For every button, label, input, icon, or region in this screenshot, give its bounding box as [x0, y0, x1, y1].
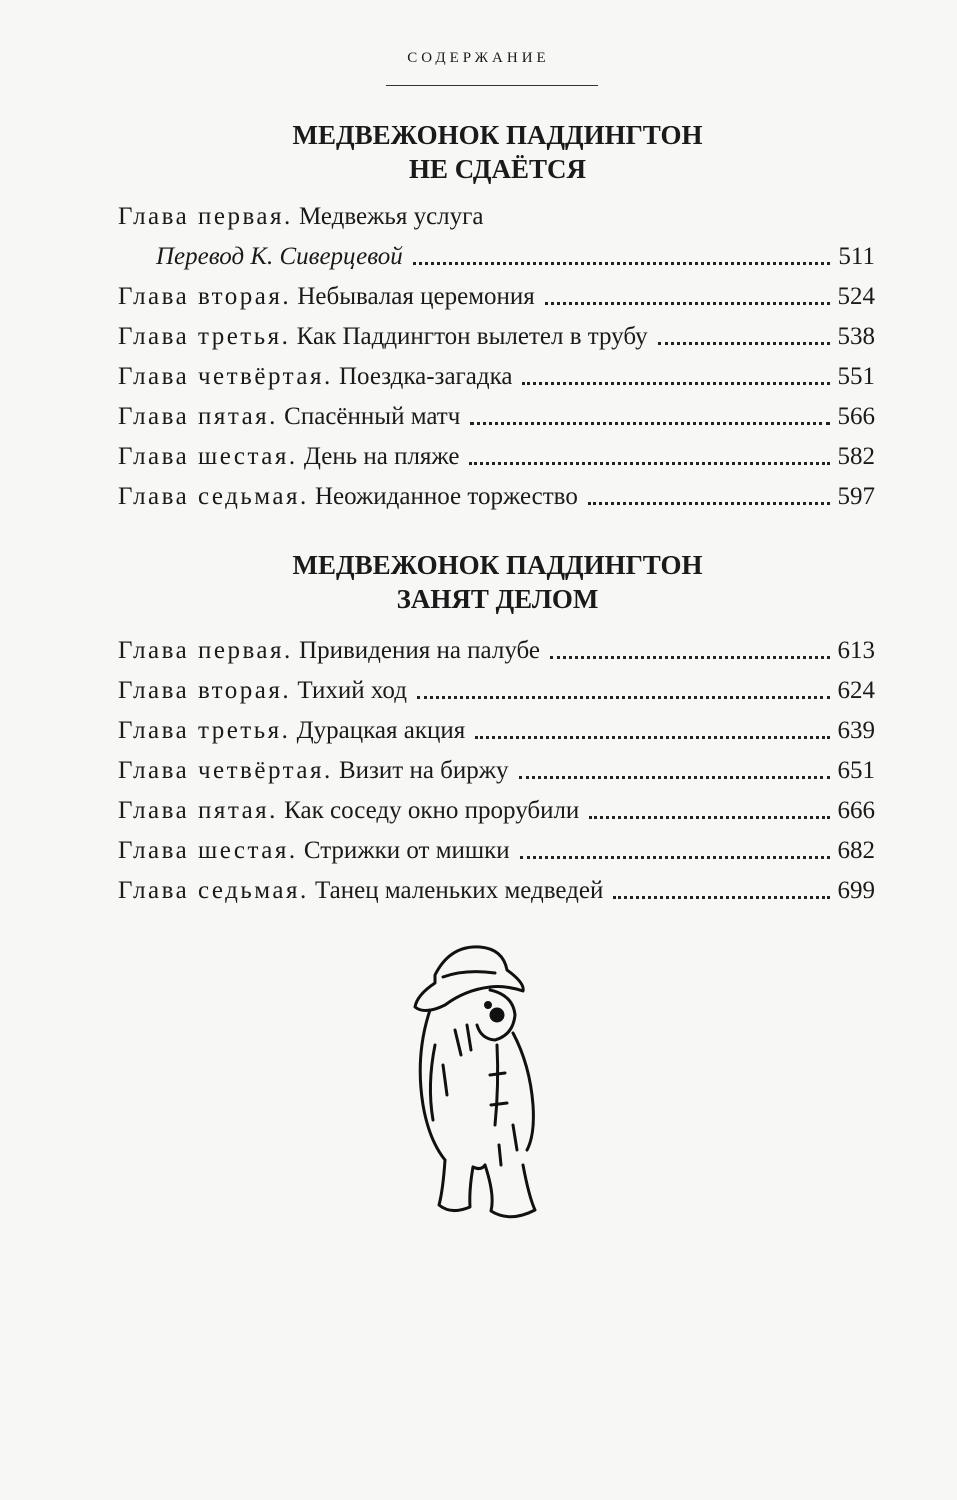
leader-dots [469, 462, 829, 465]
chapter-title: День на пляже [303, 443, 460, 470]
chapter-title: Визит на биржу [338, 757, 509, 784]
leader-dots [413, 262, 831, 265]
leader-dots [520, 856, 830, 859]
toc-entry[interactable] [118, 356, 875, 392]
chapter-title: Медвежья услуга [299, 203, 484, 230]
toc-entry[interactable] [118, 196, 875, 232]
page-number: 639 [837, 717, 875, 744]
chapter-number: Глава пятая. [118, 403, 278, 430]
toc-entry[interactable] [118, 710, 875, 746]
page-number: 538 [837, 323, 875, 350]
chapter-title: Спасённый матч [284, 403, 461, 430]
running-head: СОДЕРЖАНИЕ [407, 50, 550, 66]
chapter-title: Неожиданное торжество [315, 483, 578, 510]
chapter-title: Тихий ход [297, 677, 407, 704]
toc-entry[interactable] [118, 630, 875, 666]
chapter-title: Как Паддингтон вылетел в трубу [296, 323, 648, 350]
leader-dots [522, 382, 829, 385]
chapter-title: Как соседу окно прорубили [284, 797, 580, 824]
chapter-title: Небывалая церемония [297, 283, 535, 310]
toc-entry[interactable] [118, 436, 875, 472]
chapter-number: Глава вторая. [118, 677, 292, 704]
section-1-title-line2: НЕ СДАЁТСЯ [408, 154, 586, 184]
leader-dots [417, 696, 830, 699]
header-rule [386, 85, 598, 86]
chapter-title: Поездка-загадка [338, 363, 513, 390]
chapter-title: Дурацкая акция [296, 717, 466, 744]
chapter-number: Глава первая. [118, 203, 293, 230]
chapter-number: Глава четвёртая. [118, 757, 333, 784]
leader-dots [545, 302, 830, 305]
page-number: 666 [837, 797, 875, 824]
chapter-number: Глава первая. [118, 637, 293, 664]
chapter-number: Глава четвёртая. [118, 363, 333, 390]
toc-entry[interactable] [118, 750, 875, 786]
leader-dots [588, 502, 830, 505]
toc-entry[interactable] [118, 316, 875, 352]
paddington-bear-illustration [395, 935, 595, 1235]
toc-translator-line[interactable] [156, 236, 875, 272]
chapter-number: Глава шестая. [118, 837, 298, 864]
section-2-title-line2: ЗАНЯТ ДЕЛОМ [396, 584, 599, 614]
leader-dots [589, 816, 829, 819]
page-number: 651 [837, 757, 875, 784]
page-number: 597 [837, 483, 875, 510]
page-number: 511 [838, 243, 875, 270]
translator-credit: Перевод К. Сиверцевой [156, 243, 403, 270]
page-number: 524 [837, 283, 875, 310]
page-number: 682 [837, 837, 875, 864]
chapter-number: Глава седьмая. [118, 483, 309, 510]
toc-entry[interactable] [118, 476, 875, 512]
toc-entry[interactable] [118, 396, 875, 432]
leader-dots [475, 736, 829, 739]
toc-entry[interactable] [118, 670, 875, 706]
page-number: 551 [837, 363, 875, 390]
leader-dots [613, 896, 829, 899]
chapter-number: Глава пятая. [118, 797, 278, 824]
chapter-number: Глава седьмая. [118, 877, 309, 904]
leader-dots [550, 656, 829, 659]
chapter-number: Глава третья. [118, 323, 291, 350]
leader-dots [658, 342, 830, 345]
leader-dots [519, 776, 830, 779]
chapter-number: Глава третья. [118, 717, 291, 744]
page-number: 613 [837, 637, 875, 664]
page-number: 624 [837, 677, 875, 704]
toc-entry[interactable] [118, 276, 875, 312]
leader-dots [470, 422, 829, 425]
page-number: 582 [837, 443, 875, 470]
page-number: 699 [837, 877, 875, 904]
chapter-number: Глава шестая. [118, 443, 298, 470]
toc-entry[interactable] [118, 830, 875, 866]
toc-entry[interactable] [118, 870, 875, 906]
toc-entry[interactable] [118, 790, 875, 826]
chapter-title: Танец маленьких медведей [315, 877, 604, 904]
chapter-title: Стрижки от мишки [303, 837, 510, 864]
chapter-title: Привидения на палубе [299, 637, 541, 664]
chapter-number: Глава вторая. [118, 283, 292, 310]
section-1-title-line1: МЕДВЕЖОНОК ПАДДИНГТОН [292, 120, 703, 150]
page-number: 566 [837, 403, 875, 430]
section-2-title-line1: МЕДВЕЖОНОК ПАДДИНГТОН [292, 550, 703, 580]
